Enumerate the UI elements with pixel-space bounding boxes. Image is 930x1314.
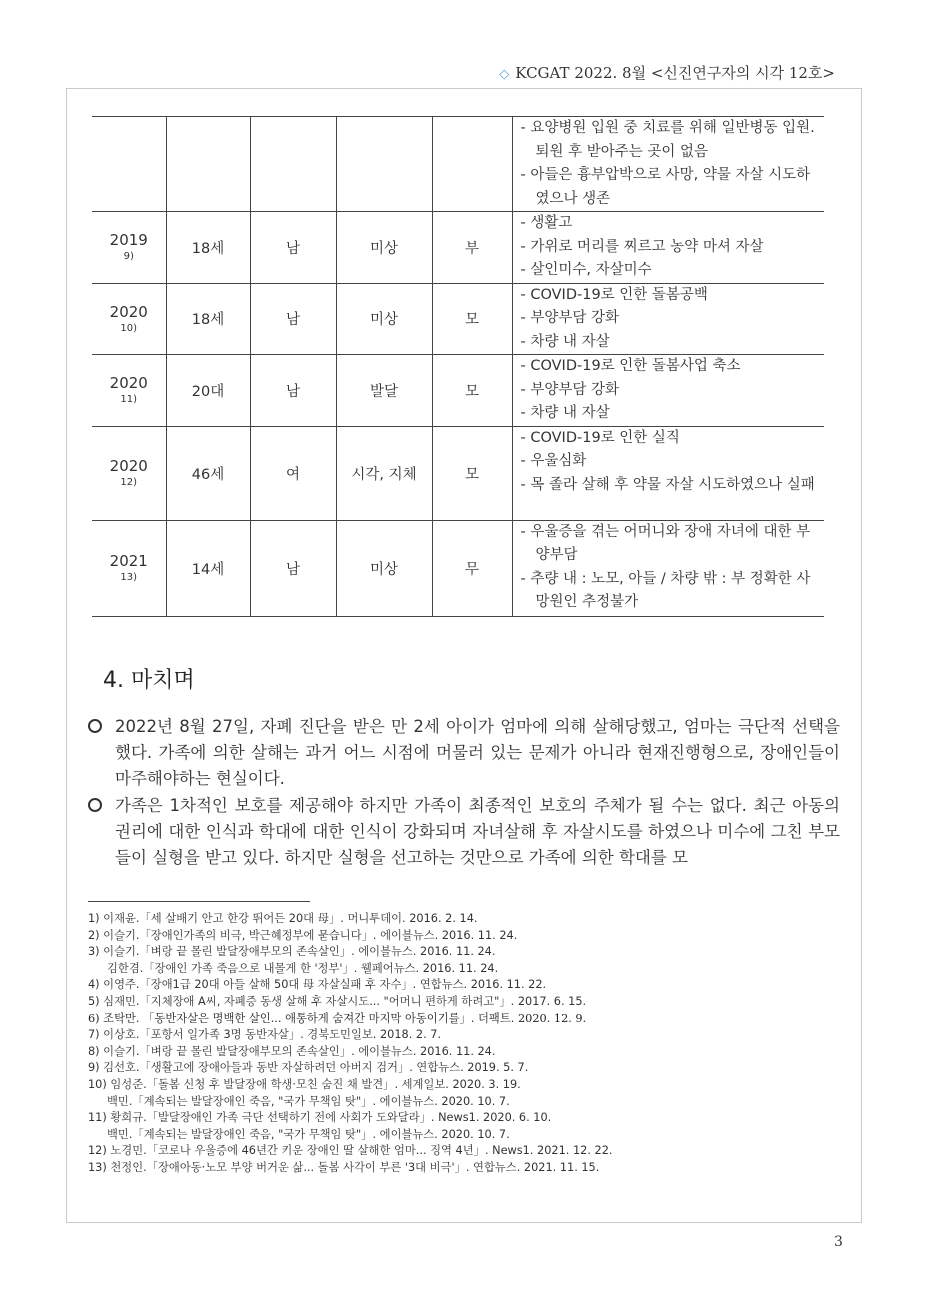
age-cell: 18세 — [166, 283, 250, 355]
footnote: 5) 심재민.「지체장애 A씨, 자폐증 동생 살해 후 자살시도... "어머니 편하게 하려고"」. 2017. 6. 15. — [88, 994, 587, 1008]
age-cell: 20대 — [166, 355, 250, 427]
footnote: 10) 임성준.「돌봄 신청 후 발달장애 학생·모친 숨진 채 발견」. 세계일보. 2020. 3. 19. — [88, 1077, 521, 1091]
perpetrator-cell: 모 — [432, 426, 512, 520]
footnote: 1) 이재윤.「세 살배기 안고 한강 뛰어든 20대 母」. 머니투데이. 2016. 2. 14. — [88, 912, 478, 925]
header-text: KCGAT 2022. 8월 <신진연구자의 시각 12호> — [515, 64, 835, 82]
gender-cell: 남 — [250, 283, 336, 355]
footnote-continuation: 백민.「계속되는 발달장애인 죽음, "국가 무책임 탓"」. 에이블뉴스. 2020. 10. 7. — [107, 1094, 510, 1108]
perpetrator-cell: 모 — [432, 355, 512, 427]
detail-item: - 부양부담 강화 — [520, 381, 619, 398]
gender-cell: 남 — [250, 212, 336, 284]
footnote-divider — [88, 901, 310, 902]
details-cell — [512, 212, 824, 284]
detail-item: - 아들은 흉부압박으로 사망, 약물 자살 시도하였으나 생존 — [520, 167, 811, 207]
footnote: 8) 이슬기.「벼랑 끝 몰린 발달장애부모의 존속살인」. 에이블뉴스. 2016. 11. 24. — [88, 1044, 496, 1058]
detail-item: - 생활고 — [520, 215, 573, 231]
detail-item: - 가위로 머리를 찌르고 농약 마셔 자살 — [520, 238, 764, 255]
year-text: 2021 — [109, 552, 148, 570]
footnote: 6) 조탁만. 「동반자살은 명백한 살인... 애통하게 숨져간 마지막 아동이기를」. 더팩트. 2020. 12. 9. — [88, 1011, 587, 1025]
footnote-ref: 10) — [120, 322, 138, 334]
section-title: 4. 마치며 — [103, 668, 195, 693]
disability-cell: 미상 — [336, 212, 432, 284]
table-row — [92, 426, 824, 520]
gender-cell: 남 — [250, 520, 336, 616]
footnote-ref: 13) — [120, 572, 138, 583]
year-cell — [92, 212, 166, 284]
disability-cell: 시각, 지체 — [336, 426, 432, 520]
detail-item: - 부양부담 강화 — [520, 310, 619, 326]
perpetrator-cell: 무 — [432, 520, 512, 616]
detail-item: - 목 졸라 살해 후 약물 자살 시도하였으나 실패 — [520, 476, 815, 493]
paragraph-text: 가족은 1차적인 보호를 제공해야 하지만 가족이 최종적인 보호의 주체가 될 수는 없다. 최근 아동의 권리에 대한 인식과 학대에 대한 인식이 강화되며 자녀살해 후 자살시도를 하였으나 미수에 그친 부모들이 실형을 받고 있다. 하지만 실형을 선고하는 것만으로 가족에 의한 학대를 모 — [115, 796, 840, 867]
table-row — [92, 355, 824, 427]
perpetrator-cell: 모 — [432, 283, 512, 355]
perpetrator-cell: 부 — [432, 212, 512, 284]
detail-item: - COVID-19로 인한 돌봄사업 축소 — [520, 358, 741, 374]
disability-cell: 미상 — [336, 283, 432, 355]
age-cell: 46세 — [166, 426, 250, 520]
year-text: 2019 — [109, 231, 148, 250]
detail-item: - COVID-19로 인한 돌봄공백 — [520, 286, 708, 303]
disability-cell: 발달 — [336, 355, 432, 427]
age-cell — [166, 117, 250, 212]
circle-bullet-icon — [88, 798, 102, 812]
detail-item: - 차량 내 자살 — [520, 333, 610, 350]
gender-cell — [250, 117, 336, 212]
footnote: 3) 이슬기.「벼랑 끝 몰린 발달장애부모의 존속살인」. 에이블뉴스. 2016. 11. 24. — [88, 945, 496, 959]
footnote-continuation: 김한겸.「장애인 가족 죽음으로 내몰게 한 '정부'」. 웰페어뉴스. 2016. 11. 24. — [107, 961, 499, 975]
table-row — [92, 212, 824, 284]
year-text: 2020 — [109, 302, 148, 321]
circle-bullet-icon — [88, 719, 102, 733]
detail-item: - 우울증을 겪는 어머니와 장애 자녀에 대한 부양부담 — [520, 523, 811, 563]
bullet-paragraph — [88, 793, 840, 871]
year-cell — [92, 117, 166, 212]
footnote: 12) 노경민.「코로나 우울증에 46년간 키운 장애인 딸 살해한 엄마... 징역 4년」. News1. 2021. 12. 22. — [88, 1144, 613, 1158]
footnote-continuation: 백민.「계속되는 발달장애인 죽음, "국가 무책임 탓"」. 에이블뉴스. 2020. 10. 7. — [107, 1127, 510, 1141]
page-number: 3 — [834, 1234, 843, 1250]
gender-cell: 남 — [250, 355, 336, 427]
bullet-paragraph — [88, 714, 840, 792]
footnote-ref: 11) — [120, 394, 138, 406]
year-cell — [92, 520, 166, 616]
age-cell: 14세 — [166, 520, 250, 616]
detail-item: - 요양병원 입원 중 치료를 위해 일반병동 입원. 퇴원 후 받아주는 곳이 없음 — [520, 120, 815, 160]
diamond-icon: ◇ — [499, 67, 510, 82]
detail-item: - 추량 내 : 노모, 아들 / 차량 밖 : 부 정확한 사망원인 추정불가 — [520, 570, 811, 610]
footnote-ref: 12) — [120, 477, 138, 488]
detail-item: - 살인미수, 자살미수 — [520, 262, 652, 278]
details-cell — [512, 283, 824, 355]
year-cell — [92, 283, 166, 355]
gender-cell: 여 — [250, 426, 336, 520]
detail-item: - COVID-19로 인한 실직 — [520, 429, 680, 446]
footnote: 7) 이상호.「포항서 일가족 3명 동반자살」. 경북도민일보. 2018. 2. 7. — [88, 1028, 442, 1042]
year-cell — [92, 426, 166, 520]
age-cell: 18세 — [166, 212, 250, 284]
details-cell — [512, 355, 824, 427]
footnote: 13) 천정인.「장애아동·노모 부양 버거운 삶... 돌봄 사각이 부른 '3대 비극'」. 연합뉴스. 2021. 11. 15. — [88, 1160, 600, 1174]
footnotes — [88, 911, 848, 1177]
disability-cell: 미상 — [336, 520, 432, 616]
detail-item: - 차량 내 자살 — [520, 405, 610, 421]
page-header — [499, 62, 835, 83]
perpetrator-cell — [432, 117, 512, 212]
detail-item: - 우울심화 — [520, 453, 587, 469]
footnote-ref: 9) — [123, 251, 134, 263]
details-cell — [512, 520, 824, 616]
footnote: 9) 김선호.「생활고에 장애아들과 동반 자살하려던 아버지 검거」. 연합뉴스. 2019. 5. 7. — [88, 1061, 529, 1075]
details-cell — [512, 426, 824, 520]
year-text: 2020 — [109, 457, 148, 475]
footnote: 2) 이슬기.「장애인가족의 비극, 박근혜정부에 묻습니다」. 에이블뉴스. 2016. 11. 24. — [88, 928, 518, 942]
details-cell — [512, 117, 824, 212]
paragraph-text: 2022년 8월 27일, 자폐 진단을 받은 만 2세 아이가 엄마에 의해 살해당했고, 엄마는 극단적 선택을 했다. 가족에 의한 살해는 과거 어느 시점에 머물러 있는 문제가 아니라 현재진행형으로, 장애인들이 마주해야하는 현실이다. — [115, 717, 840, 788]
table-row — [92, 520, 824, 616]
table-row — [92, 283, 824, 355]
year-text: 2020 — [109, 374, 148, 393]
cases-table — [92, 116, 824, 617]
table-row — [92, 117, 824, 212]
footnote: 11) 황희규.「발달장애인 가족 극단 선택하기 전에 사회가 도와달라」. News1. 2020. 6. 10. — [88, 1111, 552, 1125]
disability-cell — [336, 117, 432, 212]
year-cell — [92, 355, 166, 427]
footnote: 4) 이영주.「장애1급 20대 아들 살해 50대 母 자살실패 후 자수」. 연합뉴스. 2016. 11. 22. — [88, 978, 547, 992]
